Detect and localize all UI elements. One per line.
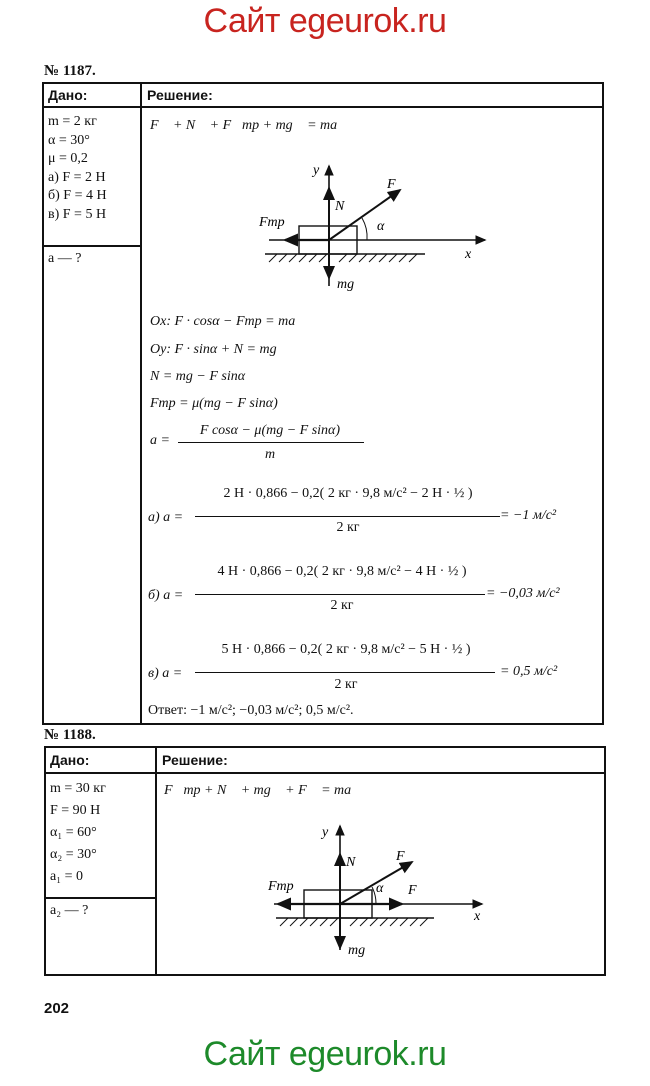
site-watermark-top: Сайт egeurok.ru [203, 2, 447, 40]
given-item: α₁ = 60° [50, 825, 97, 840]
angle-label: α [376, 881, 384, 896]
given-item: μ = 0,2 [48, 151, 88, 166]
answer-line: Ответ: −1 м/с²; −0,03 м/с²; 0,5 м/с². [148, 703, 354, 718]
given-header: Дано: [50, 752, 90, 768]
force-diagram-1188 [262, 820, 502, 960]
equation-ox: Ox: F · cosα − Fтр = ma [150, 314, 296, 329]
page-number: 202 [44, 1000, 70, 1017]
case-c-result: = 0,5 м/с² [500, 664, 558, 679]
given-item: m = 30 кг [50, 781, 106, 796]
case-b-numerator: 4 Н · 0,866 − 0,2( 2 кг · 9,8 м/с² − 4 Н · ½ ) [217, 564, 467, 579]
axis-y-label: y [313, 163, 320, 178]
given-list [48, 113, 107, 224]
case-c-label: в) a = [148, 666, 183, 681]
problem-number-1187: № 1187. [44, 63, 96, 79]
given-item: а) F = 2 Н [48, 169, 106, 185]
normal-force-label: N [346, 855, 356, 870]
vector-equation: F⃗ + N⃗ + F⃗тр + mg⃗ = ma⃗ [150, 118, 349, 133]
case-c-fraction-bar [195, 672, 495, 673]
applied-force-label: F [396, 849, 405, 864]
given-item: m = 2 кг [48, 114, 97, 129]
site-watermark-bottom: Сайт egeurok.ru [203, 1035, 447, 1073]
axis-x-label: x [465, 247, 472, 262]
given-item: α = 30° [48, 132, 90, 148]
problem-number-1188: № 1188. [44, 727, 96, 743]
case-c-denominator: 2 кг [334, 677, 358, 692]
given-item: в) F = 5 Н [48, 206, 107, 222]
equation-normal: N = mg − F sinα [150, 369, 246, 384]
given-item: б) F = 4 Н [48, 188, 107, 203]
angle-label: α [377, 219, 385, 234]
given-item: F = 90 Н [50, 803, 101, 818]
case-a-numerator: 2 Н · 0,866 − 0,2( 2 кг · 9,8 м/с² − 2 Н · ½ ) [223, 486, 473, 501]
axis-y-label: y [322, 825, 329, 840]
case-b-fraction-bar [195, 594, 485, 595]
force-diagram-1187 [255, 158, 495, 298]
normal-force-label: N [335, 199, 345, 214]
gravity-label: mg [337, 277, 355, 292]
applied-force-label: F [387, 177, 396, 192]
case-b-label: б) a = [148, 588, 184, 603]
case-a-denominator: 2 кг [336, 520, 360, 535]
given-item: α₂ = 30° [50, 847, 97, 862]
given-header: Дано: [48, 87, 88, 103]
friction-force-label: Fтр [259, 215, 285, 230]
case-a-fraction-bar [195, 516, 500, 517]
equation-oy: Oy: F · sinα + N = mg [150, 342, 277, 357]
a-formula-lhs: a = [150, 433, 170, 448]
given-item: a₁ = 0 [50, 869, 83, 884]
vector-equation: F⃗тр + N⃗ + mg⃗ + F⃗ = ma⃗ [164, 783, 363, 798]
a-formula-fraction-bar [178, 442, 364, 443]
a-formula-numerator: F cosα − μ(mg − F sinα) [199, 423, 341, 438]
case-c-numerator: 5 Н · 0,866 − 0,2( 2 кг · 9,8 м/с² − 5 Н · ½ ) [221, 642, 471, 657]
a-formula-denominator: m [264, 447, 276, 462]
case-a-label: а) a = [148, 510, 184, 525]
find-value: a — ? [48, 251, 82, 266]
axis-x-label: x [474, 909, 481, 924]
solution-header: Решение: [147, 87, 213, 103]
horizontal-force-label: F [408, 883, 417, 898]
friction-force-label: Fтр [268, 879, 294, 894]
equation-friction: Fтр = μ(mg − F sinα) [150, 396, 278, 411]
solution-header: Решение: [162, 752, 228, 768]
given-list [50, 778, 106, 888]
gravity-label: mg [348, 943, 366, 958]
case-b-denominator: 2 кг [330, 598, 354, 613]
case-b-result: = −0,03 м/с² [486, 586, 560, 601]
find-value: a₂ — ? [50, 903, 89, 918]
case-a-result: = −1 м/с² [500, 508, 557, 523]
